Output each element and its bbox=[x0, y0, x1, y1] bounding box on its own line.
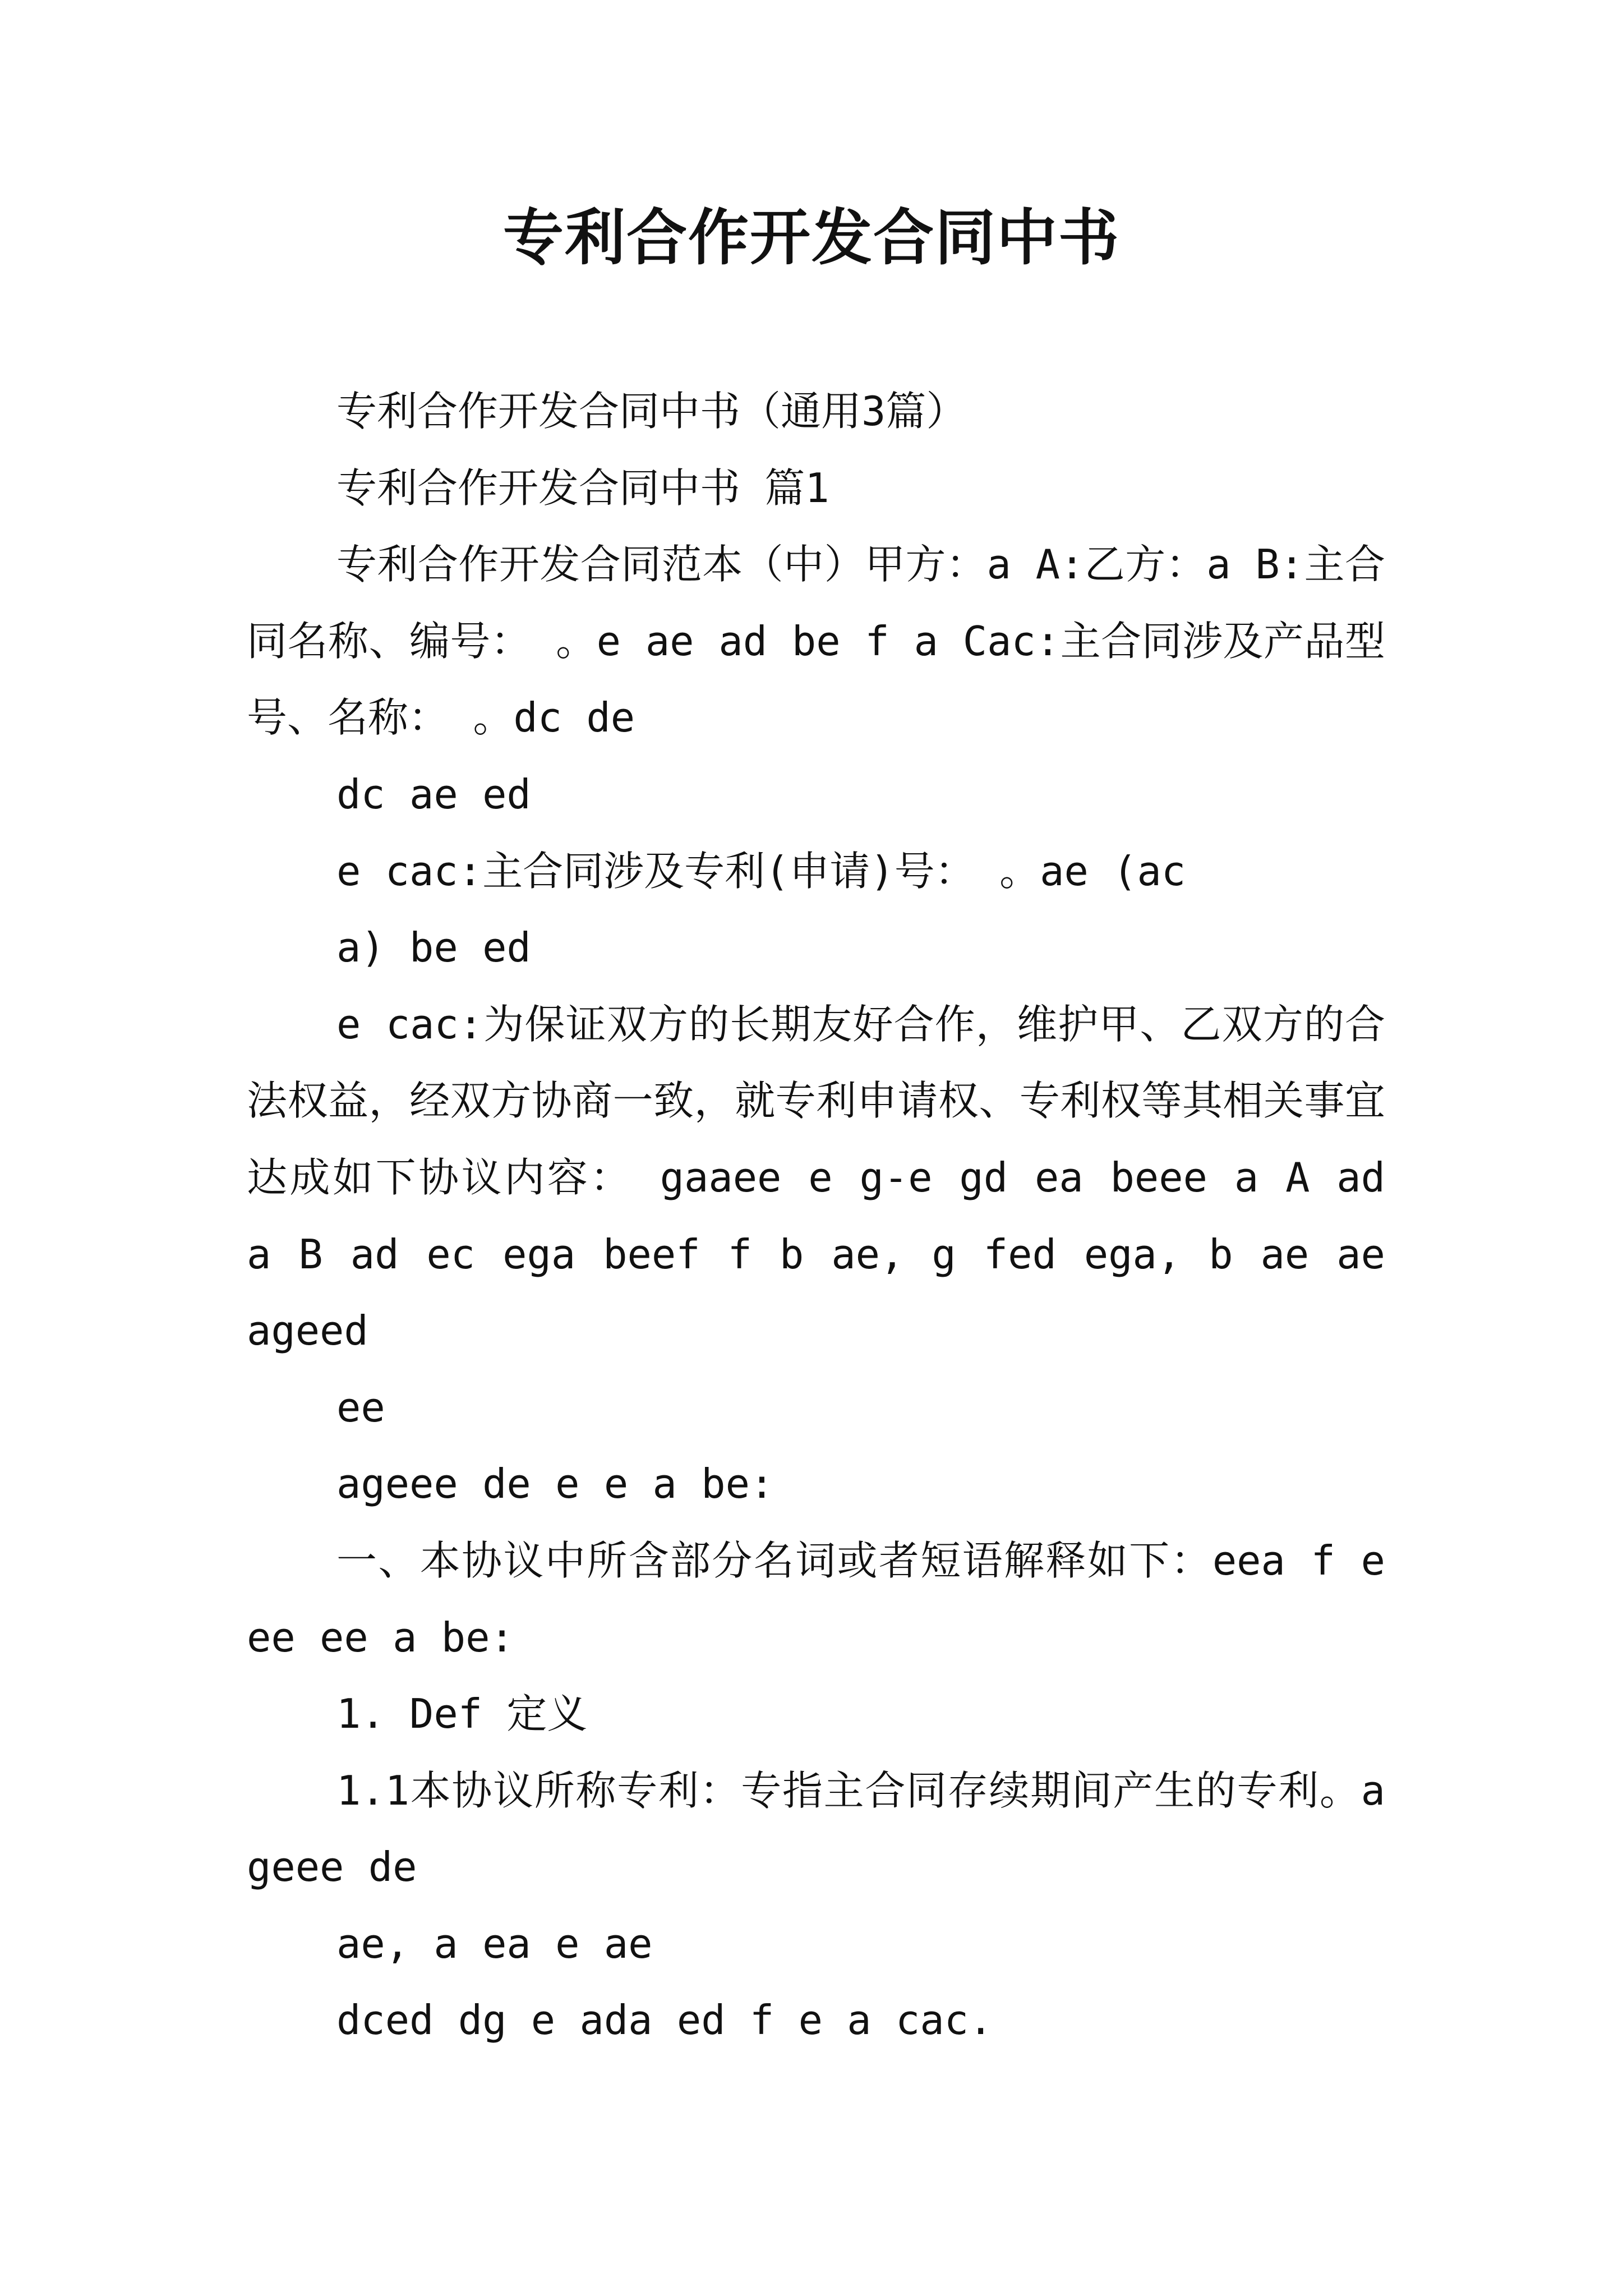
document-title: 专利合作开发合同中书 bbox=[502, 203, 1120, 273]
paragraph: e cac:为保证双方的长期友好合作，维护甲、乙双方的合法权益，经双方协商一致，就专利申请权、专利权等其相关事宜达成如下协议内容： gaaee e g-e gd ea beee a A ad a B ad ec ega beef f b ae, g fed ega, b ae ae ageed bbox=[247, 1000, 1385, 1355]
paragraph: ee bbox=[336, 1383, 385, 1431]
paragraph: ae, a ea e ae bbox=[336, 1920, 653, 1967]
document-body bbox=[247, 373, 1385, 2059]
paragraph: ageee de e e a be: bbox=[336, 1460, 774, 1508]
paragraph: a) be ed bbox=[336, 924, 531, 972]
paragraph: dc ae ed bbox=[336, 770, 531, 818]
paragraph-subtitle: 专利合作开发合同中书（通用3篇） bbox=[336, 388, 967, 435]
paragraph: dced dg e ada ed f e a cac. bbox=[336, 1996, 993, 2044]
paragraph: 一、本协议中所含部分名词或者短语解释如下：eea f e ee ee a be: bbox=[247, 1536, 1385, 1661]
paragraph: 1.1本协议所称专利：专指主合同存续期间产生的专利。ageee de bbox=[247, 1766, 1385, 1891]
paragraph: 专利合作开发合同范本（中）甲方：a A:乙方：a B:主合同名称、编号： 。e ae ad be f a Cac:主合同涉及产品型号、名称： 。dc de bbox=[247, 541, 1385, 742]
paragraph: e cac:主合同涉及专利(申请)号： 。ae (ac bbox=[336, 847, 1186, 895]
paragraph-section-heading: 专利合作开发合同中书 篇1 bbox=[336, 464, 829, 512]
paragraph-definition-heading: 1. Def 定义 bbox=[336, 1690, 588, 1738]
